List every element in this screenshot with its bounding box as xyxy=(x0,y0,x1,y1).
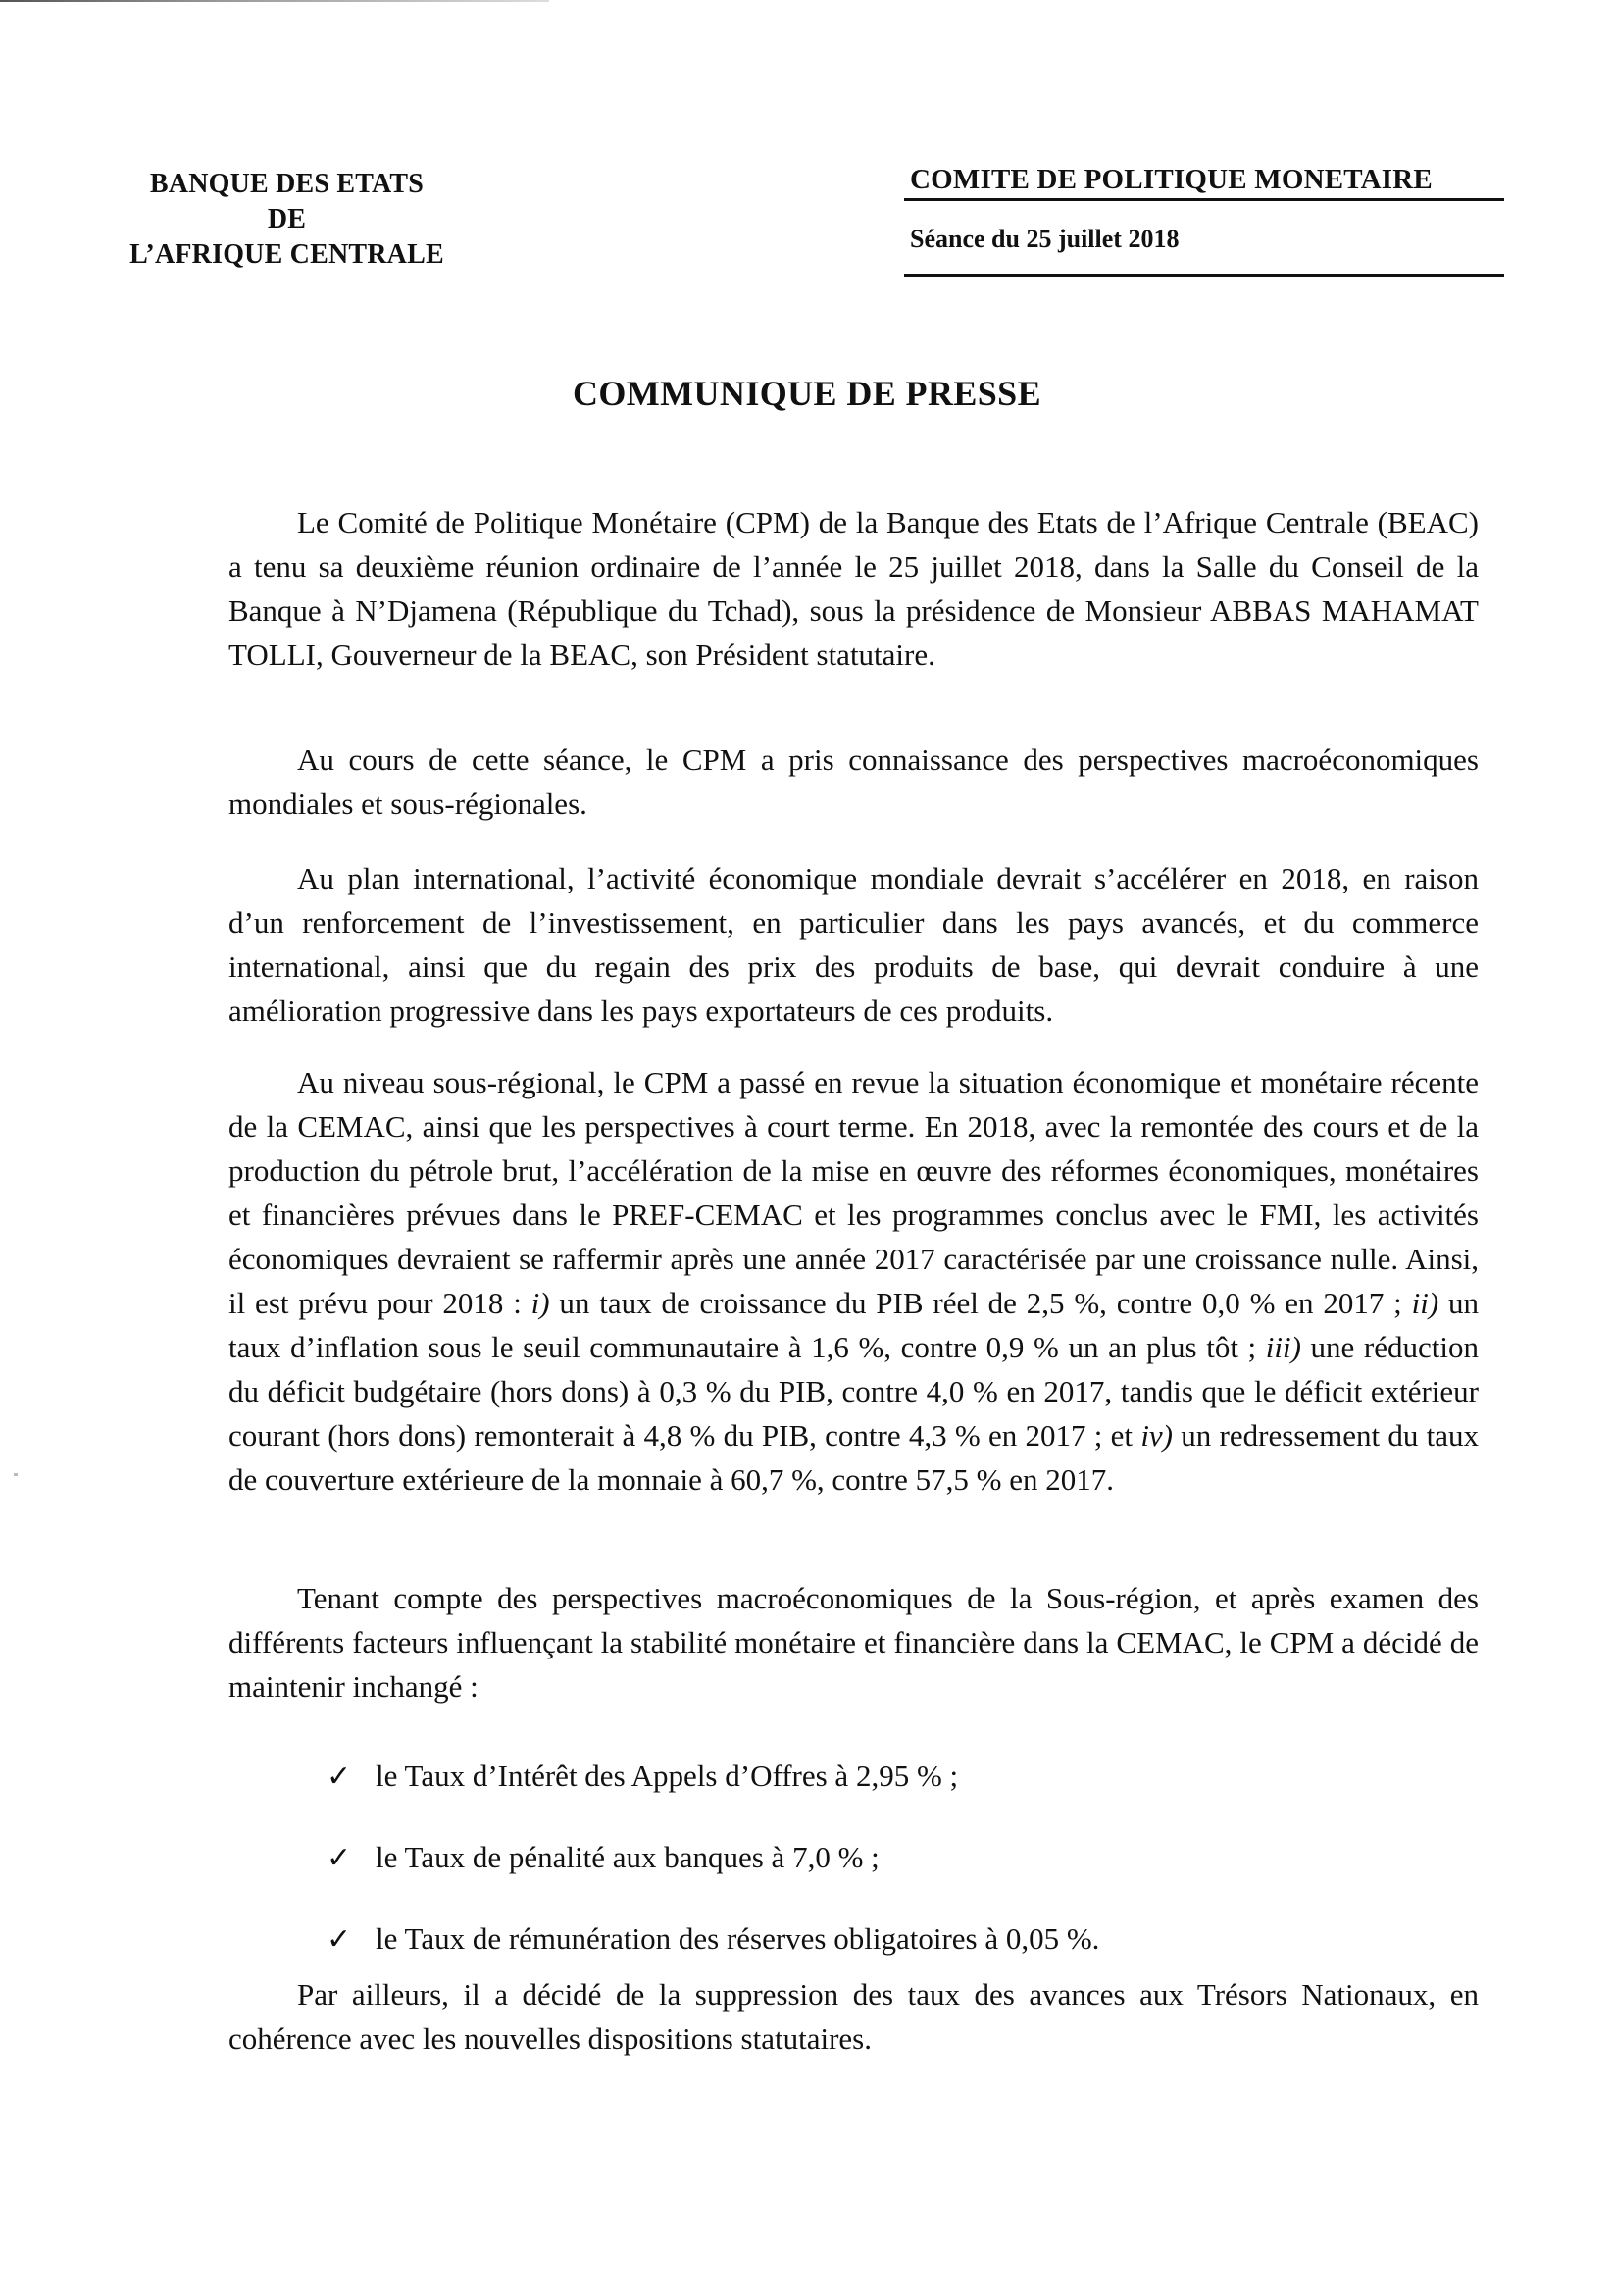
gdp-growth-forecast: un taux de croissance du PIB réel de 2,5 %, contre 0,0 % en 2017 ; xyxy=(549,1286,1412,1320)
checkmark-icon: ✓ xyxy=(327,1842,352,1874)
tender-rate: le Taux d’Intérêt des Appels d’Offres à 2,95 % ; xyxy=(376,1759,959,1793)
paragraph-text: Au plan international, l’activité économique mondiale devrait s’accélérer en 2018, en raison d’un renforcement de l’investissement, en particulier dans les pays avancés, et du commerce international, ainsi que du regain des prix des produits de base, qui devrait conduire à une amélioration progressive dans les pays exportateurs de ces produits. xyxy=(228,861,1479,1028)
paragraph-treasury-advances xyxy=(228,1972,1479,2061)
inflation-forecast: un taux d’inflation sous le seuil communautaire à 1,6 %, contre 0,9 % un an plus tôt ; xyxy=(228,1286,1479,1364)
bank-name-header xyxy=(98,167,476,273)
committee-name: COMITE DE POLITIQUE MONETAIRE xyxy=(904,163,1504,201)
checkmark-icon: ✓ xyxy=(327,1923,352,1956)
penalty-rate: le Taux de pénalité aux banques à 7,0 % ; xyxy=(376,1840,880,1874)
paragraph-session-overview xyxy=(228,738,1479,826)
scan-speck xyxy=(14,1473,18,1476)
coverage-rate-forecast: un redressement du taux de couverture extérieure de la monnaie à 60,7 %, contre 57,5 % en 2017. xyxy=(228,1418,1479,1497)
deficit-forecast: une réduction du déficit budgétaire (hors dons) à 0,3 % du PIB, contre 4,0 % en 2017, tandis que le déficit extérieur courant (hors dons) remonterait à 4,8 % du PIB, contre 4,3 % en 2017 ; et xyxy=(228,1330,1479,1453)
list-item xyxy=(327,1835,1099,1880)
item-marker-iv: iv) xyxy=(1140,1418,1174,1453)
item-marker-ii: ii) xyxy=(1411,1286,1439,1320)
paragraph-text xyxy=(228,1060,1479,1502)
committee-header xyxy=(904,163,1504,277)
list-item xyxy=(327,1916,1099,1962)
paragraph-text: Au cours de cette séance, le CPM a pris connaissance des perspectives macroéconomiques mondiales et sous-régionales. xyxy=(228,742,1479,821)
paragraph-meeting-intro xyxy=(228,500,1479,677)
item-marker-iii: iii) xyxy=(1265,1330,1301,1364)
paragraph-decision xyxy=(228,1576,1479,1709)
checkmark-icon: ✓ xyxy=(327,1760,352,1793)
document-title: COMMUNIQUE DE PRESSE xyxy=(572,374,1042,413)
bank-name-line-3: L’AFRIQUE CENTRALE xyxy=(129,239,444,270)
regional-intro: Au niveau sous-régional, le CPM a passé en revue la situation économique et monétaire récente de la CEMAC, ainsi que les perspectives à court terme. En 2018, avec la remontée des cours et de la production du pétrole brut, l’accélération de la mise en œuvre des réformes économiques, monétaires et financières prévues dans le PREF-CEMAC et les programmes conclus avec le FMI, les activités économiques devraient se raffermir après une année 2017 caractérisée par une croissance nulle. Ainsi, il est prévu pour 2018 : xyxy=(228,1065,1479,1320)
paragraph-international-outlook xyxy=(228,856,1479,1033)
paragraph-text: Par ailleurs, il a décidé de la suppression des taux des avances aux Trésors Nationaux, en cohérence avec les nouvelles dispositions statutaires. xyxy=(228,1977,1479,2056)
paragraph-regional-outlook xyxy=(228,1060,1479,1502)
reserve-remuneration-rate: le Taux de rémunération des réserves obligatoires à 0,05 %. xyxy=(376,1921,1100,1956)
list-item xyxy=(327,1754,1099,1799)
bank-name-line-1: BANQUE DES ETATS xyxy=(149,169,425,199)
scan-edge-artifact xyxy=(0,0,549,2)
item-marker-i: i) xyxy=(530,1286,550,1320)
bank-name-line-2: DE xyxy=(267,204,307,234)
rates-list xyxy=(327,1754,1099,1998)
session-date: Séance du 25 juillet 2018 xyxy=(904,223,1504,277)
paragraph-text: Tenant compte des perspectives macroéconomiques de la Sous-région, et après examen des différents facteurs influençant la stabilité monétaire et financière dans la CEMAC, le CPM a décidé de maintenir inchangé : xyxy=(228,1581,1479,1704)
paragraph-text: Le Comité de Politique Monétaire (CPM) de la Banque des Etats de l’Afrique Centrale (BEAC) a tenu sa deuxième réunion ordinaire de l’année le 25 juillet 2018, dans la Salle du Conseil de la Banque à N’Djamena (République du Tchad), sous la présidence de Monsieur ABBAS MAHAMAT TOLLI, Gouverneur de la BEAC, son Président statutaire. xyxy=(228,505,1479,672)
